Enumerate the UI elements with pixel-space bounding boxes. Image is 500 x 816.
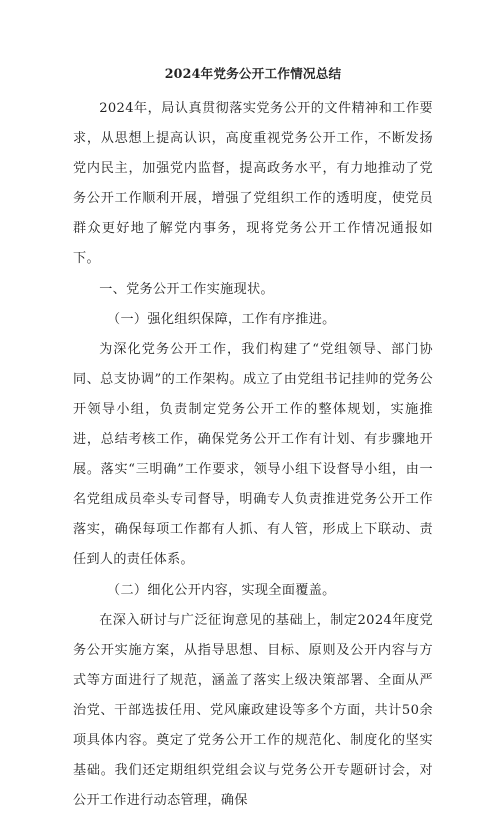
organizational-guarantee-paragraph: 为深化党务公开工作，我们构建了“党组领导、部门协同、总支协调”的工作架构。成立了由党组书记挂帅的党务公开领导小组，负责制定党务公开工作的整体规划，实施推进，总结考核工作，确保党务公开工作有计划、有步骤地开展。落实“三明确”工作要求，领导小组下设督导小组，由一名党组成员牵头专司督导，明确专人负责推进党务公开工作落实，确保每项工作都有人抓、有人管，形成上下联动、责任到人的责任体系。	[73, 341, 433, 568]
section-heading-implementation-status: 一、党务公开工作实施现状。	[99, 281, 274, 297]
subsection-heading-organizational-guarantee: （一）强化组织保障，工作有序推进。	[107, 311, 336, 327]
refine-content-paragraph: 在深入研讨与广泛征询意见的基础上，制定2024年度党务公开实施方案，从指导思想、目标、原则及公开内容与方式等方面进行了规范，涵盖了落实上级决策部署、全面从严治党、干部选拔任用、党风廉政建设等多个方面，共计50余项具体内容。奠定了党务公开工作的规范化、制度化的坚实基础。我们还定期组织党组会议与党务公开专题研讨会，对公开工作进行动态管理，确保	[73, 612, 433, 809]
subsection-heading-refine-content: （二）细化公开内容，实现全面覆盖。	[107, 582, 336, 598]
document-body	[73, 64, 433, 816]
document-title: 2024年党务公开工作情况总结	[164, 66, 342, 81]
intro-paragraph: 2024年，局认真贯彻落实党务公开的文件精神和工作要求，从思想上提高认识，高度重视党务公开工作，不断发扬党内民主，加强党内监督，提高政务水平，有力地推动了党务公开工作顺利开展，增强了党组织工作的透明度，使党员群众更好地了解党内事务，现将党务公开工作情况通报如下。	[73, 101, 433, 267]
